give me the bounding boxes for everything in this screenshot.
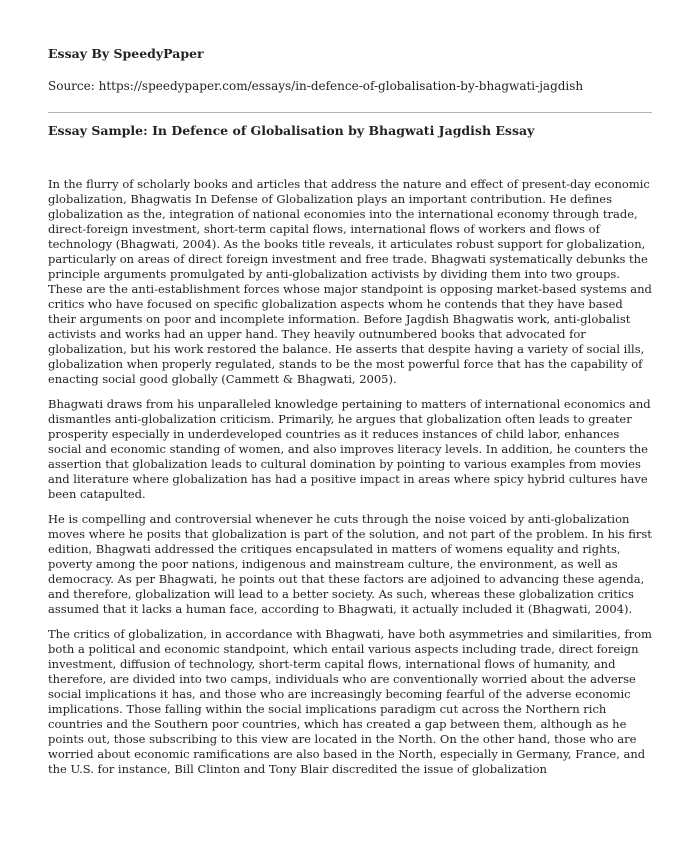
paragraph: The critics of globalization, in accordance with Bhagwati, have both asymmetries and similarities, from both a political and economic standpoint, which entail various aspects including trade, direct foreign investment, diffusion of technology, short-term capital flows, international flows of humanity, and therefore, are divided into two camps, individuals who are conventionally worried about the adverse social implications it has, and those who are increasingly becoming fearful of the adverse economic implications. Those falling within the social implications paradigm cut across the Northern rich countries and the Southern poor countries, which has created a gap between them, although as he points out, those subscribing to this view are located in the North. On the other hand, those who are worried about economic ramifications are also based in the North, especially in Germany, France, and the U.S. for instance, Bill Clinton and Tony Blair discredited the issue of globalization	[48, 627, 652, 776]
essay-title: Essay Sample: In Defence of Globalisation by Bhagwati Jagdish Essay	[48, 123, 535, 138]
paragraph: In the flurry of scholarly books and articles that address the nature and effect of present-day economic globalization, Bhagwatis In Defense of Globalization plays an important contribution. He defines globalization as the, integration of national economies into the international economy through trade, direct-foreign investment, short-term capital flows, international flows of workers and flows of technology (Bhagwati, 2004). As the books title reveals, it articulates robust support for globalization, particularly on areas of direct foreign investment and free trade. Bhagwati systematically debunks the principle arguments promulgated by anti-globalization activists by dividing them into two groups. These are the anti-establishment forces whose major standpoint is opposing market-based systems and critics who have focused on specific globalization aspects whom he contends that they have based their arguments on poor and incomplete information. Before Jagdish Bhagwatis work, anti-globalist activists and works had an upper hand. They heavily outnumbered books that advocated for globalization, but his work restored the balance. He asserts that despite having a variety of social ills, globalization when properly regulated, stands to be the most powerful force that has the capability of enacting social good globally (Cammett & Bhagwati, 2005).	[48, 177, 652, 386]
document-title: Essay By SpeedyPaper	[48, 46, 204, 61]
divider	[48, 112, 652, 113]
paragraph: Bhagwati draws from his unparalleled knowledge pertaining to matters of international economics and dismantles anti-globalization criticism. Primarily, he argues that globalization often leads to greater prosperity especially in underdeveloped countries as it reduces instances of child labor, enhances social and economic standing of women, and also improves literacy levels. In addition, he counters the assertion that globalization leads to cultural domination by pointing to various examples from movies and literature where globalization has had a positive impact in areas where spicy hybrid cultures have been catapulted.	[48, 397, 651, 501]
paragraph: He is compelling and controversial whenever he cuts through the noise voiced by anti-globalization moves where he posits that globalization is part of the solution, and not part of the problem. In his first edition, Bhagwati addressed the critiques encapsulated in matters of womens equality and rights, poverty among the poor nations, indigenous and mainstream culture, the environment, as well as democracy. As per Bhagwati, he points out that these factors are adjoined to advancing these agenda, and therefore, globalization will lead to a better society. As such, whereas these globalization critics assumed that it lacks a human face, according to Bhagwati, it actually included it (Bhagwati, 2004).	[48, 512, 652, 616]
essay-body	[48, 177, 652, 777]
source-line: Source: https://speedypaper.com/essays/in-defence-of-globalisation-by-bhagwati-jagdish	[48, 79, 584, 93]
